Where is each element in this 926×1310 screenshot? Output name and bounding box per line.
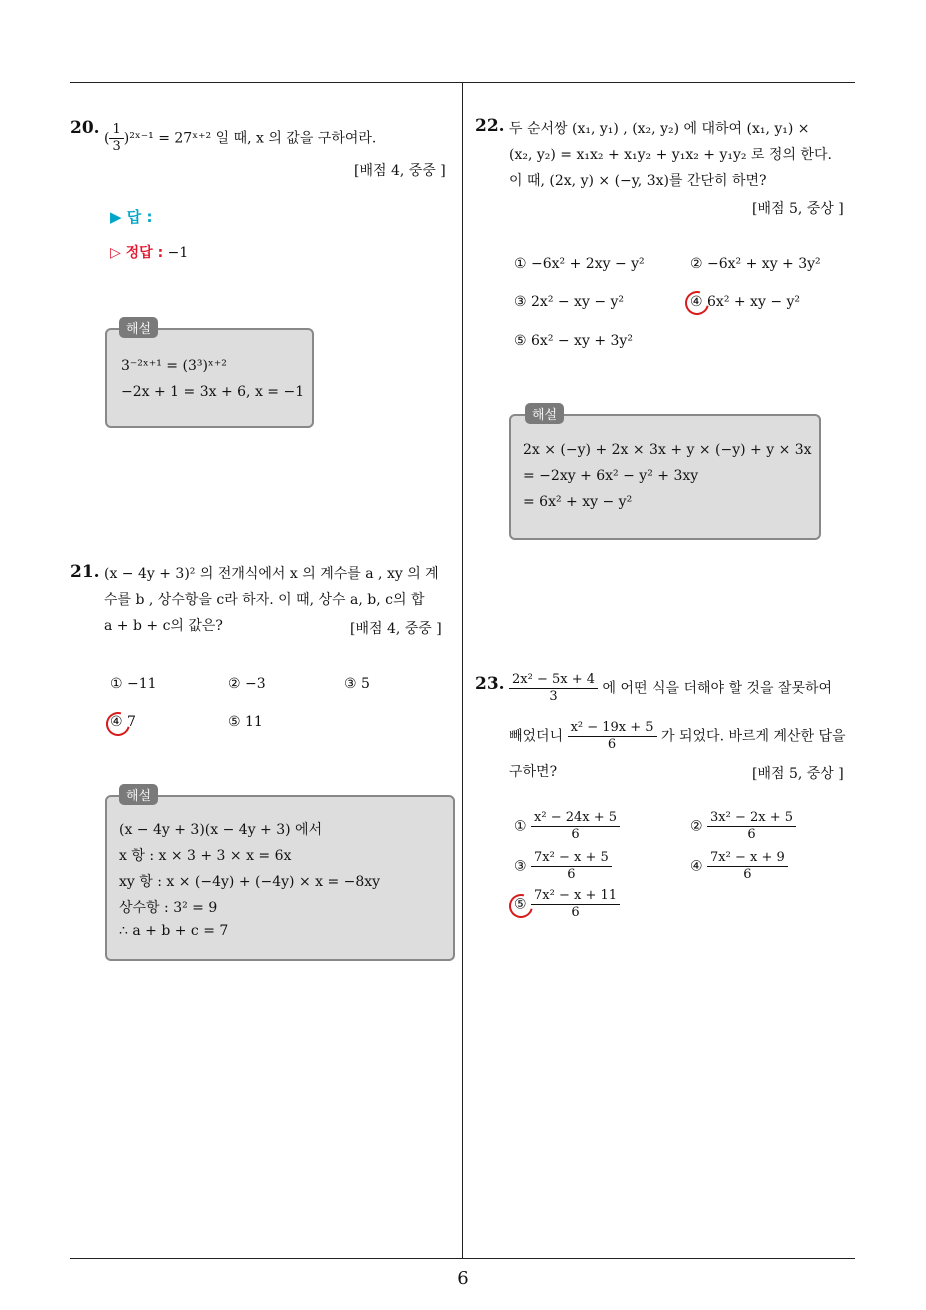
question-number: 20.	[70, 118, 100, 138]
bottom-rule	[70, 1258, 855, 1259]
question-number: 22.	[475, 116, 505, 136]
solution-line: x 항 : x × 3 + 3 × x = 6x	[119, 848, 292, 864]
question-text: (x − 4y + 3)² 의 전개식에서 x 의 계수를 a , xy 의 계	[104, 566, 439, 582]
solution-line: ∴ a + b + c = 7	[119, 923, 229, 939]
option-4[interactable]: ④ 7	[110, 714, 136, 730]
question-number: 23.	[475, 674, 505, 694]
question-text: 빼었더니 $\frac{\text{x² − 19x + 5}}{6}$ 가 되었다. 바르게 계산한 답을	[509, 720, 846, 752]
solution-tag: 해설	[525, 403, 564, 424]
selected-answer-mark	[681, 287, 714, 320]
solution-line: 2x × (−y) + 2x × 3x + y × (−y) + y × 3x	[523, 442, 812, 458]
solution-line: −2x + 1 = 3x + 6, x = −1	[121, 384, 305, 400]
solution-line: 상수항 : 3² = 9	[119, 900, 218, 916]
page-number: 6	[457, 1268, 469, 1289]
score: [배점 4, 중중 ]	[350, 621, 442, 637]
question-text: (x₂, y₂) = x₁x₂ + x₁y₂ + y₁x₂ + y₁y₂ 로 정의 한다.	[509, 147, 832, 163]
question-text: ( $\frac{1}{3}$ )²ˣ⁻¹ = 27ˣ⁺² 일 때, x 의 값을 구하여라.	[104, 122, 377, 154]
solution-tag: 해설	[119, 317, 158, 338]
question-text: $\frac{\text{2x² − 5x + 4}}{3}$ 에 어떤 식을 더해야 할 것을 잘못하여	[509, 672, 832, 705]
solution-box	[509, 408, 821, 540]
fraction: $\frac{\text{x² − 19x + 5}}{6}$	[568, 720, 657, 753]
question-text: 수를 b , 상수항을 c라 하자. 이 때, 상수 a, b, c의 합	[104, 592, 425, 608]
answer-label: ▶ 답 :	[110, 208, 153, 226]
correct-answer: ▷ 정답 : −1	[110, 245, 189, 261]
solution-line: 3⁻²ˣ⁺¹ = (3³)ˣ⁺²	[121, 358, 227, 374]
solution-box	[105, 322, 314, 428]
option-3[interactable]: ③ 2x² − xy − y²	[514, 294, 625, 310]
question-text: 이 때, (2x, y) × (−y, 3x)를 간단히 하면?	[509, 173, 767, 189]
question-number: 21.	[70, 562, 100, 582]
option-5[interactable]: ⑤ $\frac{\text{7x² − x + 11}}{6}$	[514, 888, 620, 921]
option-1[interactable]: ① $\frac{\text{x² − 24x + 5}}{6}$	[514, 810, 620, 843]
solution-line: xy 항 : x × (−4y) + (−4y) × x = −8xy	[119, 874, 381, 890]
solution-line: = 6x² + xy − y²	[523, 494, 633, 510]
question-text: 두 순서쌍 (x₁, y₁) , (x₂, y₂) 에 대하여 (x₁, y₁) ×	[509, 121, 810, 137]
column-divider	[462, 83, 463, 1259]
selected-answer-mark	[102, 708, 135, 741]
score: [배점 4, 중중 ]	[354, 163, 446, 179]
option-1[interactable]: ① −11	[110, 676, 157, 692]
fraction: $\frac{\text{2x² − 5x + 4}}{3}$	[509, 672, 598, 705]
option-4[interactable]: ④ 6x² + xy − y²	[690, 294, 801, 310]
option-2[interactable]: ② −6x² + xy + 3y²	[690, 256, 821, 272]
option-1[interactable]: ① −6x² + 2xy − y²	[514, 256, 645, 272]
score: [배점 5, 중상 ]	[752, 201, 844, 217]
option-5[interactable]: ⑤ 11	[228, 714, 263, 730]
solution-line: (x − 4y + 3)(x − 4y + 3) 에서	[119, 822, 323, 838]
option-3[interactable]: ③ 5	[344, 676, 370, 692]
fraction: $\frac{1}{3}$	[109, 122, 123, 155]
solution-tag: 해설	[119, 784, 158, 805]
option-2[interactable]: ② $\frac{\text{3x² − 2x + 5}}{6}$	[690, 810, 796, 843]
option-2[interactable]: ② −3	[228, 676, 266, 692]
question-text: a + b + c의 값은?	[104, 618, 223, 634]
solution-line: = −2xy + 6x² − y² + 3xy	[523, 468, 699, 484]
option-3[interactable]: ③ $\frac{\text{7x² − x + 5}}{6}$	[514, 850, 612, 883]
score: [배점 5, 중상 ]	[752, 766, 844, 782]
question-text: 구하면?	[509, 764, 558, 780]
solution-box	[105, 789, 455, 961]
option-5[interactable]: ⑤ 6x² − xy + 3y²	[514, 333, 633, 349]
option-4[interactable]: ④ $\frac{\text{7x² − x + 9}}{6}$	[690, 850, 788, 883]
